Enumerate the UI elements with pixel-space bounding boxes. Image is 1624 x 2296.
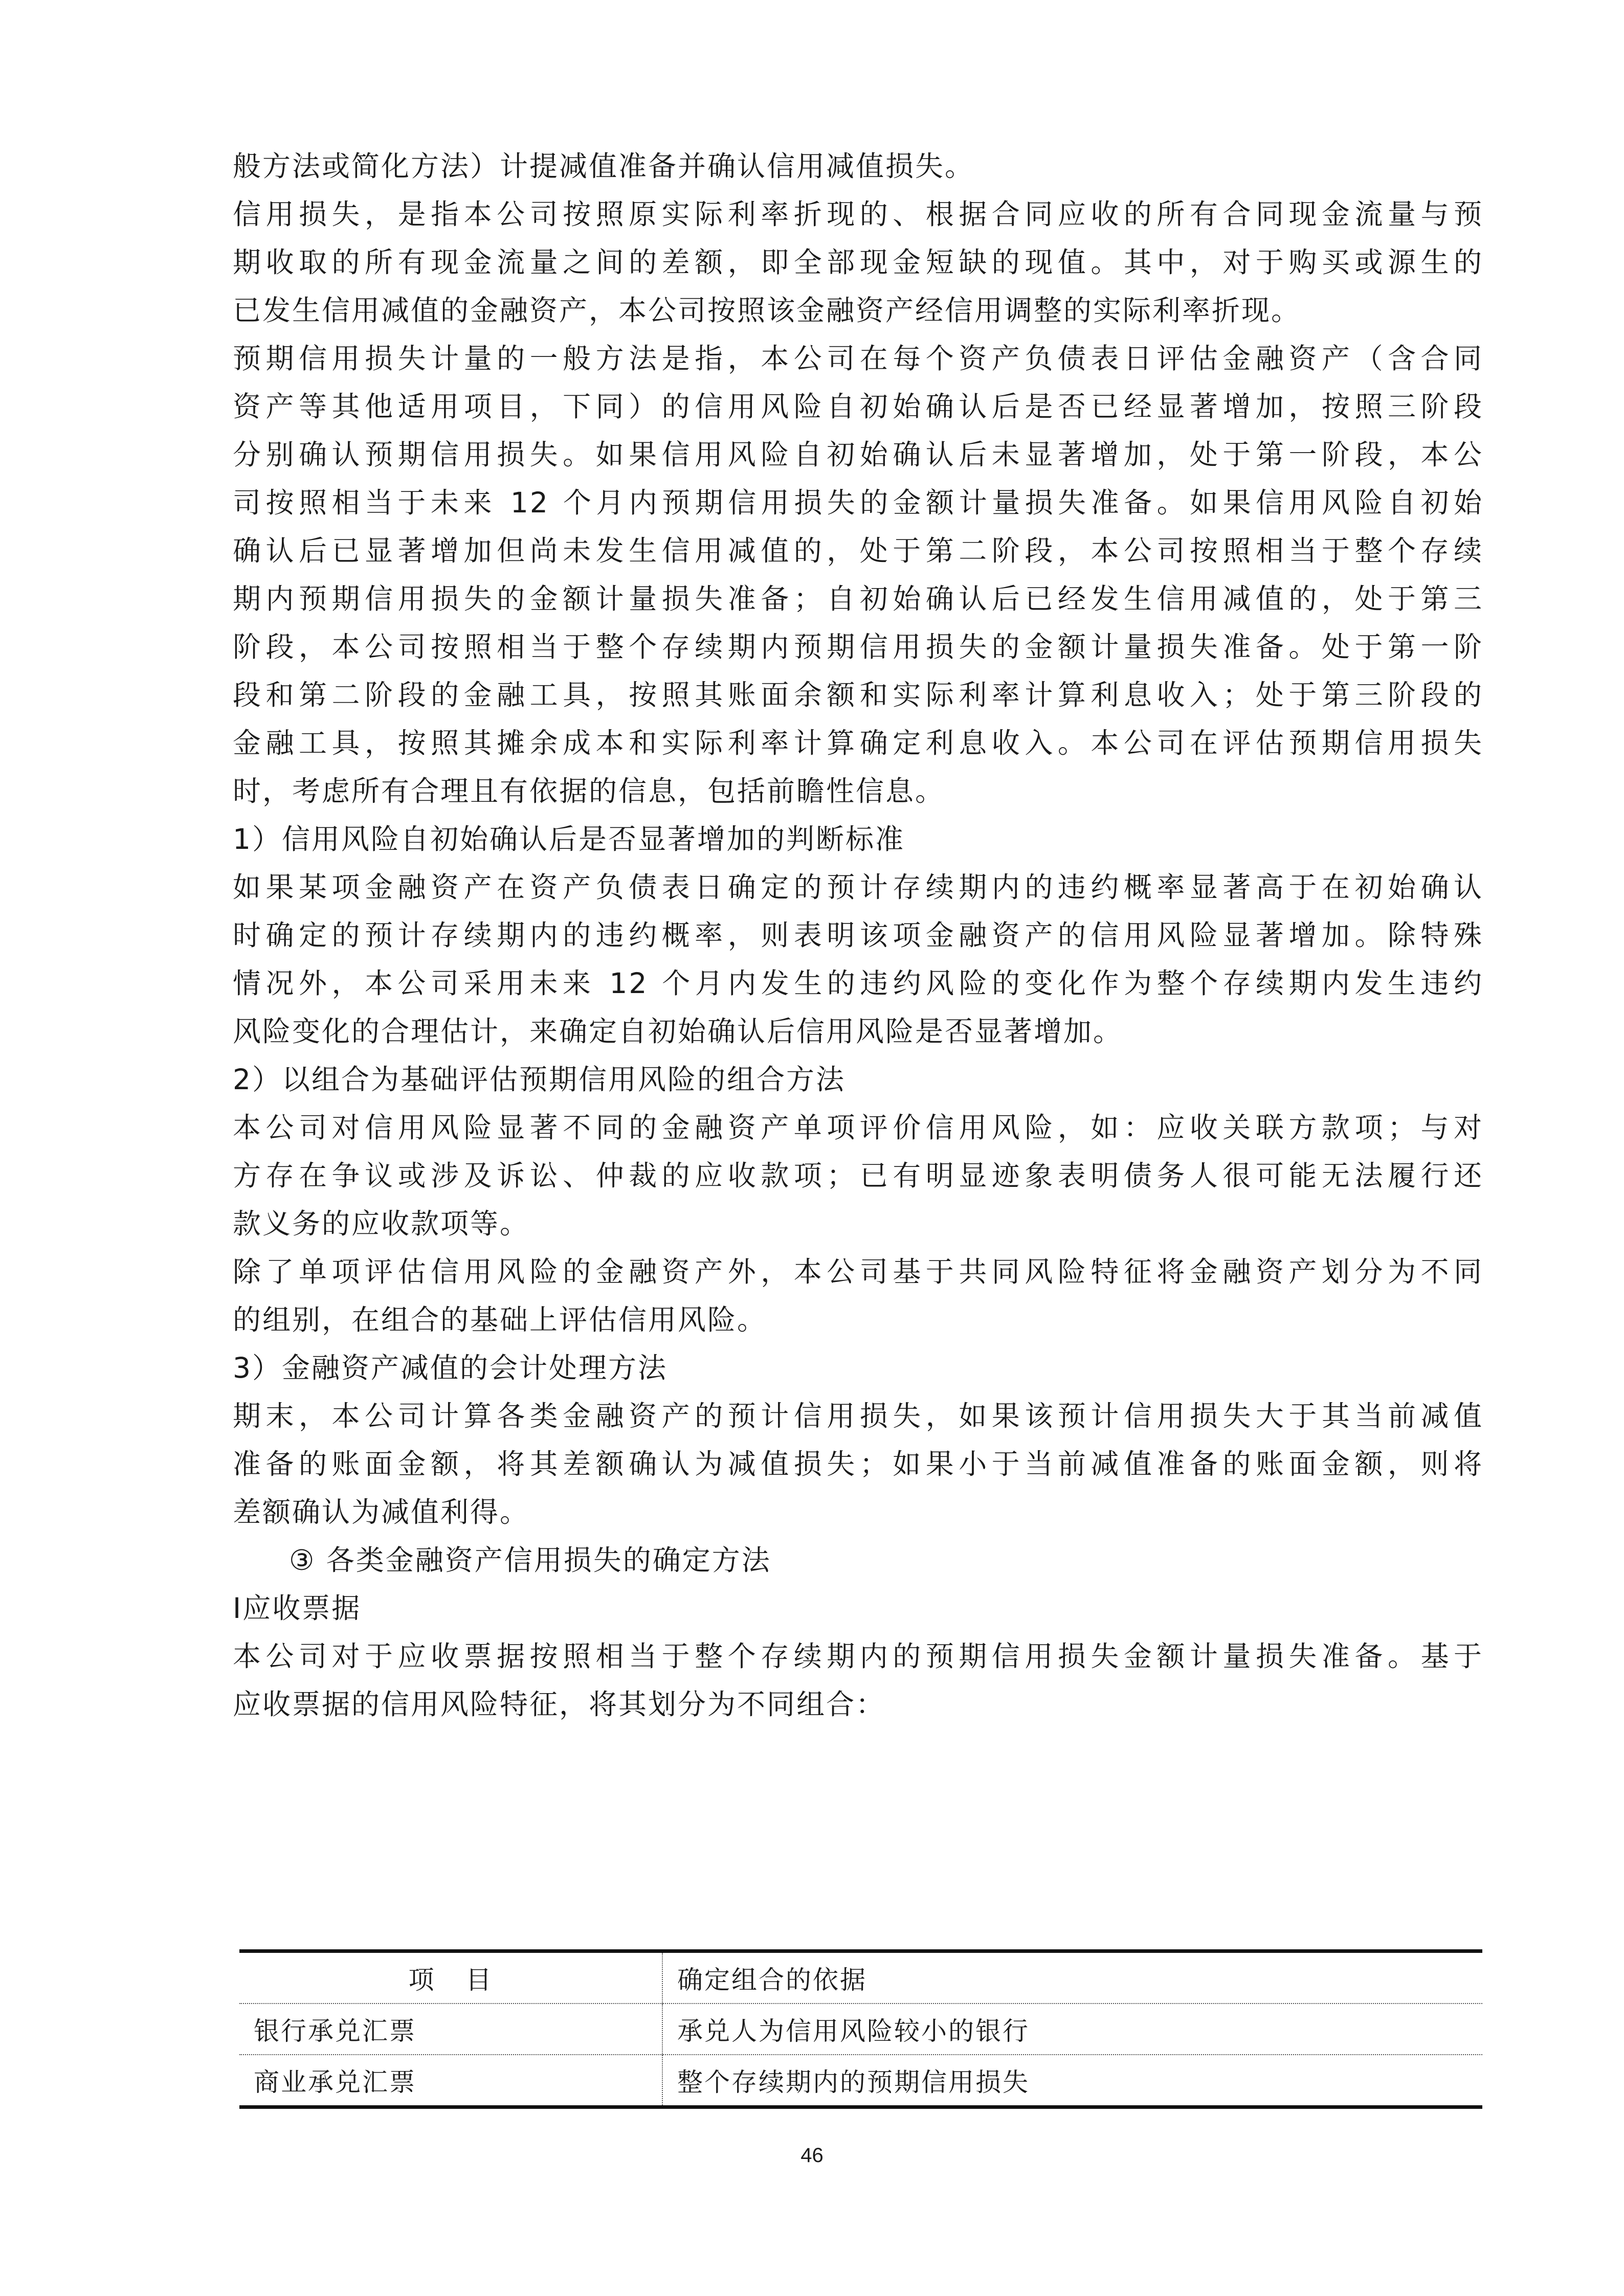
text-line: 金融工具，按照其摊余成本和实际利率计算确定利息收入。本公司在评估预期信用损失: [233, 727, 1483, 759]
text-line: 司按照相当于未来 12 个月内预期信用损失的金额计量损失准备。如果信用风险自初始: [233, 486, 1483, 519]
text-line: 时，考虑所有合理且有依据的信息，包括前瞻性信息。: [233, 775, 945, 807]
table-cell-basis: 整个存续期内的预期信用损失: [677, 2067, 1030, 2097]
text-line: 风险变化的合理估计，来确定自初始确认后信用风险是否显著增加。: [233, 1015, 1123, 1048]
text-line: 除了单项评估信用风险的金融资产外，本公司基于共同风险特征将金融资产划分为不同: [233, 1255, 1483, 1288]
table-header-item: 项 目: [239, 1951, 662, 2004]
table-cell-basis: 承兑人为信用风险较小的银行: [662, 2004, 1482, 2055]
text-line: 本公司对信用风险显著不同的金融资产单项评价信用风险，如：应收关联方款项；与对: [233, 1111, 1483, 1144]
text-line: 已发生信用减值的金融资产，本公司按照该金融资产经信用调整的实际利率折现。: [233, 294, 1301, 327]
text-line: 2）以组合为基础评估预期信用风险的组合方法: [233, 1063, 846, 1096]
table-header-row: [239, 1951, 1482, 2004]
table-cell-item: 商业承兑汇票: [239, 2055, 662, 2107]
text-line: 资产等其他适用项目，下同）的信用风险自初始确认后是否已经显著增加，按照三阶段: [233, 390, 1483, 423]
text-line: 的组别，在组合的基础上评估信用风险。: [233, 1303, 767, 1336]
text-line: 分别确认预期信用损失。如果信用风险自初始确认后未显著增加，处于第一阶段，本公: [233, 438, 1483, 471]
text-line: 期收取的所有现金流量之间的差额，即全部现金短缺的现值。其中，对于购买或源生的: [233, 246, 1483, 279]
text-line: 差额确认为减值利得。: [233, 1496, 530, 1528]
text-line: 期末，本公司计算各类金融资产的预计信用损失，如果该预计信用损失大于其当前减值: [233, 1400, 1483, 1432]
text-line: 预期信用损失计量的一般方法是指，本公司在每个资产负债表日评估金融资产（含合同: [233, 342, 1483, 375]
page-number: 46: [800, 2144, 824, 2167]
text-line: 时确定的预计存续期内的违约概率，则表明该项金融资产的信用风险显著增加。除特殊: [233, 919, 1483, 952]
text-line: 应收票据的信用风险特征，将其划分为不同组合：: [233, 1688, 886, 1721]
table-header-basis: 确定组合的依据: [662, 1951, 1482, 2004]
text-line: 款义务的应收款项等。: [233, 1207, 530, 1240]
text-line: 本公司对于应收票据按照相当于整个存续期内的预期信用损失金额计量损失准备。基于: [233, 1640, 1483, 1673]
text-line: 情况外，本公司采用未来 12 个月内发生的违约风险的变化作为整个存续期内发生违约: [233, 967, 1483, 1000]
text-line: 方存在争议或涉及诉讼、仲裁的应收款项；已有明显迹象表明债务人很可能无法履行还: [233, 1159, 1483, 1192]
document-body: [233, 142, 1483, 1728]
text-line: 3）金融资产减值的会计处理方法: [233, 1352, 668, 1384]
text-line: 期内预期信用损失的金额计量损失准备；自初始确认后已经发生信用减值的，处于第三: [233, 582, 1483, 615]
text-line: Ⅰ应收票据: [233, 1592, 362, 1625]
text-line: 般方法或简化方法）计提减值准备并确认信用减值损失。: [233, 150, 975, 183]
text-line: 1）信用风险自初始确认后是否显著增加的判断标准: [233, 823, 905, 856]
text-line: 如果某项金融资产在资产负债表日确定的预计存续期内的违约概率显著高于在初始确认: [233, 871, 1483, 904]
text-line: 段和第二阶段的金融工具，按照其账面余额和实际利率计算利息收入；处于第三阶段的: [233, 679, 1483, 711]
table-cell-item: 银行承兑汇票: [239, 2004, 662, 2055]
portfolio-table: [239, 1949, 1482, 2109]
table-row: [239, 2004, 1482, 2055]
text-line: 准备的账面金额，将其差额确认为减值损失；如果小于当前减值准备的账面金额，则将: [233, 1448, 1483, 1480]
text-line: 确认后已显著增加但尚未发生信用减值的，处于第二阶段，本公司按照相当于整个存续: [233, 534, 1483, 567]
text-line: 阶段，本公司按照相当于整个存续期内预期信用损失的金额计量损失准备。处于第一阶: [233, 631, 1483, 663]
table-row: [239, 2055, 1482, 2107]
text-line: ③ 各类金融资产信用损失的确定方法: [289, 1544, 771, 1577]
text-line: 信用损失，是指本公司按照原实际利率折现的、根据合同应收的所有合同现金流量与预: [233, 198, 1483, 231]
